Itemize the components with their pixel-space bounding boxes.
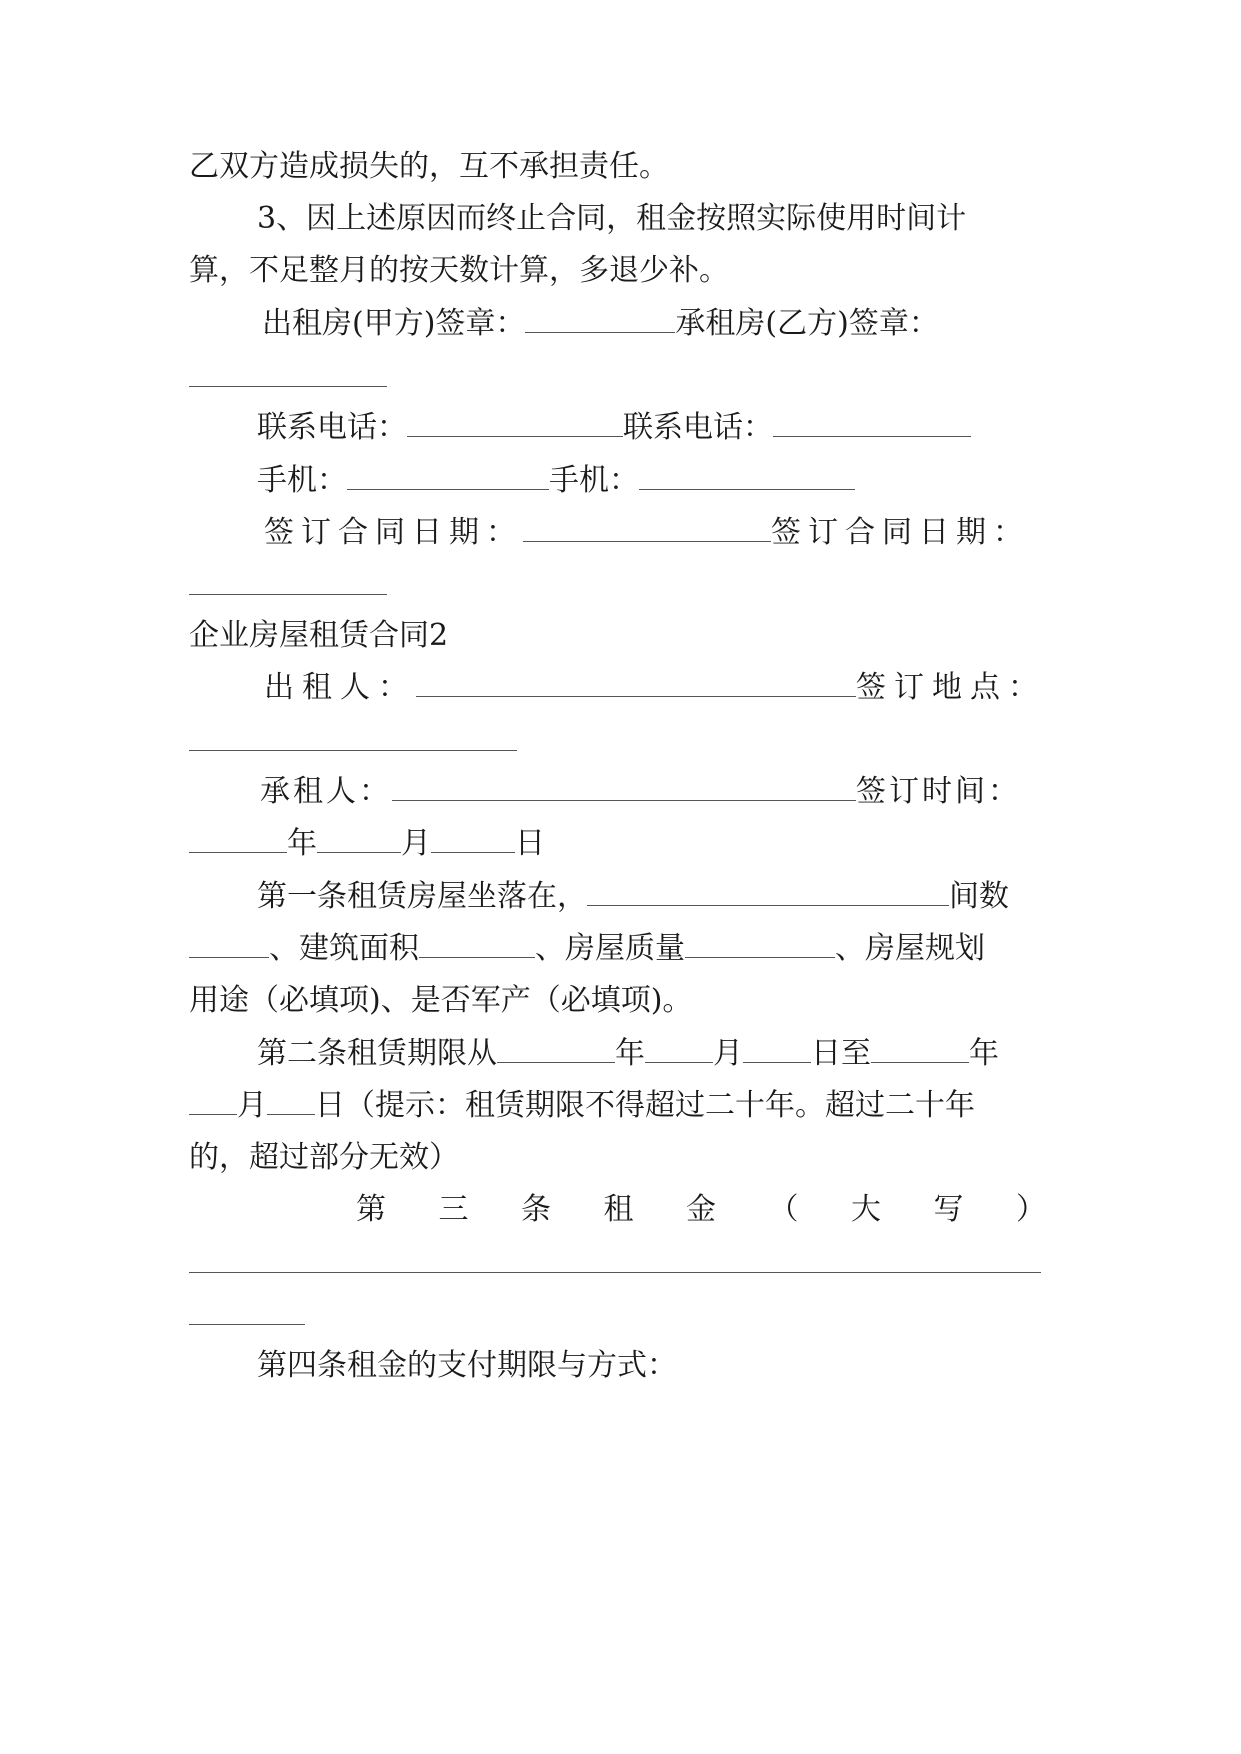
lessor-signature-label: 出租房(甲方)签章： — [262, 306, 526, 341]
lessee-mobile-label: 手机： — [549, 463, 639, 498]
start-month-label: 月 — [713, 1036, 743, 1071]
lessor-sign-date-label: 签订合同日期： — [264, 515, 523, 550]
quality-blank[interactable] — [685, 931, 835, 958]
term-label: 第二条租赁期限从 — [257, 1036, 497, 1071]
lessor-signature-line — [262, 306, 939, 342]
text-line: 3、因上述原因而终止合同，租金按照实际使用时间计 — [257, 201, 967, 236]
lessor-phone-blank[interactable] — [407, 410, 623, 437]
heading-char: 条 — [521, 1192, 551, 1227]
lessee-time-line — [260, 774, 1021, 810]
area-label: 、建筑面积 — [269, 931, 419, 966]
heading-char: ） — [1016, 1192, 1046, 1227]
mobile-line — [257, 463, 855, 499]
article-one-line-2 — [189, 931, 985, 967]
month-blank[interactable] — [317, 826, 401, 853]
rent-amount-blank[interactable] — [189, 1272, 1041, 1273]
article-one-line — [257, 879, 1009, 915]
sign-place-label: 签订地点： — [856, 670, 1046, 705]
text-line: 第四条租金的支付期限与方式： — [257, 1348, 677, 1383]
year-blank[interactable] — [189, 826, 287, 853]
rooms-label: 间数 — [949, 879, 1009, 914]
lessor-phone-label: 联系电话： — [257, 410, 407, 445]
rooms-blank[interactable] — [189, 931, 269, 958]
lessee-sign-date-label: 签订合同日期： — [771, 515, 1030, 550]
location-label: 第一条租赁房屋坐落在， — [257, 879, 587, 914]
lessor-mobile-blank[interactable] — [347, 463, 549, 490]
lessee-mobile-blank[interactable] — [639, 463, 855, 490]
planning-label: 、房屋规划 — [835, 931, 985, 966]
sign-date-line — [264, 515, 1030, 551]
lessor-label: 出租人： — [264, 670, 416, 705]
heading-char: 第 — [356, 1192, 386, 1227]
quality-label: 、房屋质量 — [535, 931, 685, 966]
area-blank[interactable] — [419, 931, 535, 958]
lessor-mobile-label: 手机： — [257, 463, 347, 498]
contract-title: 企业房屋租赁合同2 — [189, 618, 449, 653]
article-three-heading — [356, 1192, 1046, 1228]
lessor-blank[interactable] — [416, 670, 856, 697]
phone-line — [257, 410, 971, 446]
end-year-blank[interactable] — [871, 1036, 969, 1063]
lessor-signature-blank[interactable] — [525, 306, 675, 333]
day-label: 日 — [515, 826, 545, 861]
start-day-blank[interactable] — [743, 1036, 811, 1063]
text-line: 乙双方造成损失的，互不承担责任。 — [189, 149, 669, 184]
sign-time-label: 签订时间： — [856, 774, 1021, 809]
day-blank[interactable] — [431, 826, 515, 853]
lessee-sign-date-blank[interactable] — [189, 594, 387, 595]
location-blank[interactable] — [587, 879, 949, 906]
lessor-place-line — [264, 670, 1046, 706]
start-month-blank[interactable] — [645, 1036, 713, 1063]
article-two-line — [257, 1036, 999, 1072]
lessee-phone-label: 联系电话： — [623, 410, 773, 445]
article-two-line-2 — [189, 1088, 975, 1124]
heading-char: （ — [768, 1192, 799, 1227]
month-label: 月 — [401, 826, 431, 861]
lessor-sign-date-blank[interactable] — [523, 515, 771, 542]
end-month-blank[interactable] — [189, 1088, 237, 1115]
end-month-label: 月 — [237, 1088, 267, 1123]
sign-date-blanks — [189, 826, 545, 862]
text-line: 算，不足整月的按天数计算，多退少补。 — [189, 253, 729, 288]
heading-char: 金 — [686, 1192, 716, 1227]
text-line: 的，超过部分无效） — [189, 1140, 459, 1175]
start-day-label: 日至 — [811, 1036, 871, 1071]
heading-char: 三 — [438, 1192, 469, 1227]
rent-amount-blank-continued[interactable] — [189, 1324, 305, 1325]
start-year-blank[interactable] — [497, 1036, 615, 1063]
year-label: 年 — [287, 826, 317, 861]
text-line: 用途（必填项)、是否军产（必填项)。 — [189, 983, 693, 1018]
sign-place-blank[interactable] — [189, 750, 517, 751]
start-year-label: 年 — [615, 1036, 645, 1071]
end-day-label: 日（提示：租赁期限不得超过二十年。超过二十年 — [315, 1088, 975, 1123]
lessee-blank[interactable] — [392, 774, 856, 801]
heading-char: 大 — [851, 1192, 881, 1227]
lessee-signature-label: 承租房(乙方)签章： — [675, 306, 939, 341]
heading-char: 租 — [603, 1192, 634, 1227]
lessee-phone-blank[interactable] — [773, 410, 971, 437]
end-day-blank[interactable] — [267, 1088, 315, 1115]
lessee-label: 承租人： — [260, 774, 392, 809]
end-year-label: 年 — [969, 1036, 999, 1071]
lessee-signature-blank[interactable] — [189, 386, 387, 387]
heading-char: 写 — [933, 1192, 964, 1227]
